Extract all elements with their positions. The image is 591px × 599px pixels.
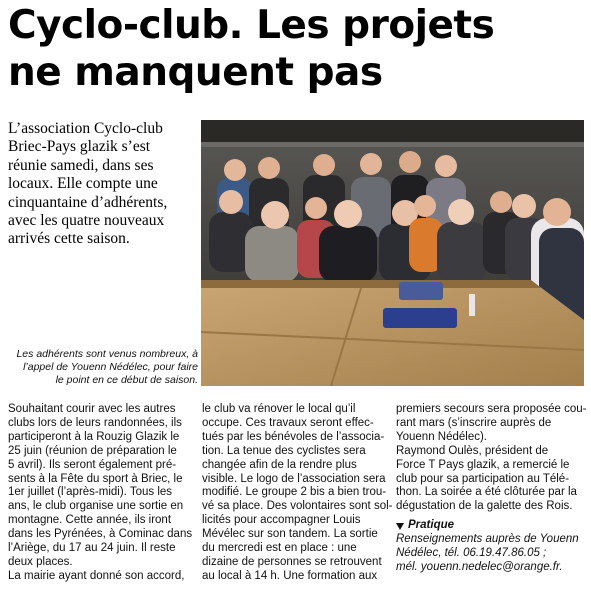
body-line: dégustation de la galette des Rois. [396, 500, 573, 513]
body-line: participeront à la Rouzig Glazik le [8, 430, 180, 443]
body-line: thon. La soirée a été clôturée par la [396, 486, 577, 499]
body-line: Mévélec sur son tandem. La sortie [202, 528, 378, 541]
body-line: ans, le club organise une sortie en [8, 500, 184, 513]
body-column-3 [396, 403, 587, 575]
body-line: 25 juin (réunion de préparation le [8, 444, 177, 457]
body-line: l’Ariège, du 17 au 24 juin. Il reste [8, 542, 176, 555]
pratique-title: Pratique [408, 519, 455, 532]
caption-line: le point en ce début de saison. [55, 374, 198, 386]
body-line: tion. La tenue des cyclistes sera [202, 444, 366, 457]
body-column-1 [8, 403, 194, 584]
group-photo [201, 120, 584, 386]
body-line: rant mars (s’inscrire auprès de [396, 416, 552, 429]
headline-line-2: ne manquent pas [8, 50, 383, 95]
body-line: Souhaitant courir avec les autres [8, 403, 176, 415]
body-line: 5 avril). Ils seront également pré- [8, 458, 177, 471]
body-line: dans les Pyrénées, à Cominac dans [8, 528, 193, 541]
body-line: licités pour accompagner Louis [202, 514, 361, 527]
photo-caption [8, 348, 198, 387]
triangle-down-icon [396, 523, 404, 530]
body-line: le club va rénover le local qu’il [202, 403, 356, 415]
body-line: tués par les bénévoles de l’associa- [202, 430, 385, 443]
body-line: sents à la Fête du sport à Briec, le [8, 472, 183, 485]
body-line: club pour sa participation au Télé- [396, 472, 570, 485]
headline-line-1: Cyclo-club. Les projets [8, 3, 495, 48]
body-line: 1er juillet (l’après-midi). Tous les [8, 486, 173, 499]
pratique-line: mél. youenn.nedelec@orange.fr. [396, 560, 563, 573]
lead-line: L’association Cyclo-club [8, 120, 163, 137]
body-line: du mercredi est en place : une [202, 542, 357, 555]
lead-line: avec les quatre nouveaux [8, 212, 165, 230]
body-column-2 [202, 403, 393, 584]
caption-line: l’appel de Youenn Nédélec, pour faire [23, 361, 198, 373]
body-line: Raymond Oulès, président de [396, 444, 549, 457]
headline [8, 2, 583, 96]
pratique-box [396, 533, 584, 575]
body-line: deux places. [8, 555, 73, 568]
body-line: vé sa place. Des volontaires sont sol- [202, 500, 393, 513]
body-line: au local à 14 h. Une formation aux [202, 569, 378, 582]
lead-line: arrivés cette saison. [8, 230, 130, 248]
lead-line: réunie samedi, dans ses [8, 156, 154, 174]
body-line: premiers secours sera proposée cou- [396, 403, 587, 415]
lead-paragraph [8, 120, 198, 249]
body-line: montagne. Cette année, ils iront [8, 514, 172, 527]
body-line: modifié. Le groupe 2 bis a bien trou- [202, 486, 387, 499]
body-line: La mairie ayant donné son accord, [8, 569, 185, 582]
body-line: changée afin de la rendre plus [202, 458, 357, 471]
lead-line: Briec-Pays glazik s’est [8, 138, 151, 156]
body-line: Force T Pays glazik, a remercié le [396, 458, 570, 471]
pratique-line: Nédélec, tél. 06.19.47.86.05 ; [396, 547, 547, 560]
body-line: Youenn Nédélec). [396, 430, 488, 443]
pratique-heading [396, 519, 584, 533]
body-line: dizaine de personnes se retrouvent [202, 555, 382, 568]
lead-line: cinquantaine d’adhérents, [8, 193, 168, 211]
caption-line: Les adhérents sont venus nombreux, à [16, 348, 198, 360]
body-line: occupe. Ces travaux seront effec- [202, 416, 374, 429]
body-line: visible. Le logo de l’association sera [202, 472, 386, 485]
pratique-line: Renseignements auprès de Youenn [396, 533, 579, 546]
group-photo-illustration [201, 120, 584, 386]
lead-line: locaux. Elle compte une [8, 175, 158, 193]
body-line: clubs lors de leurs randonnées, ils [8, 416, 182, 429]
